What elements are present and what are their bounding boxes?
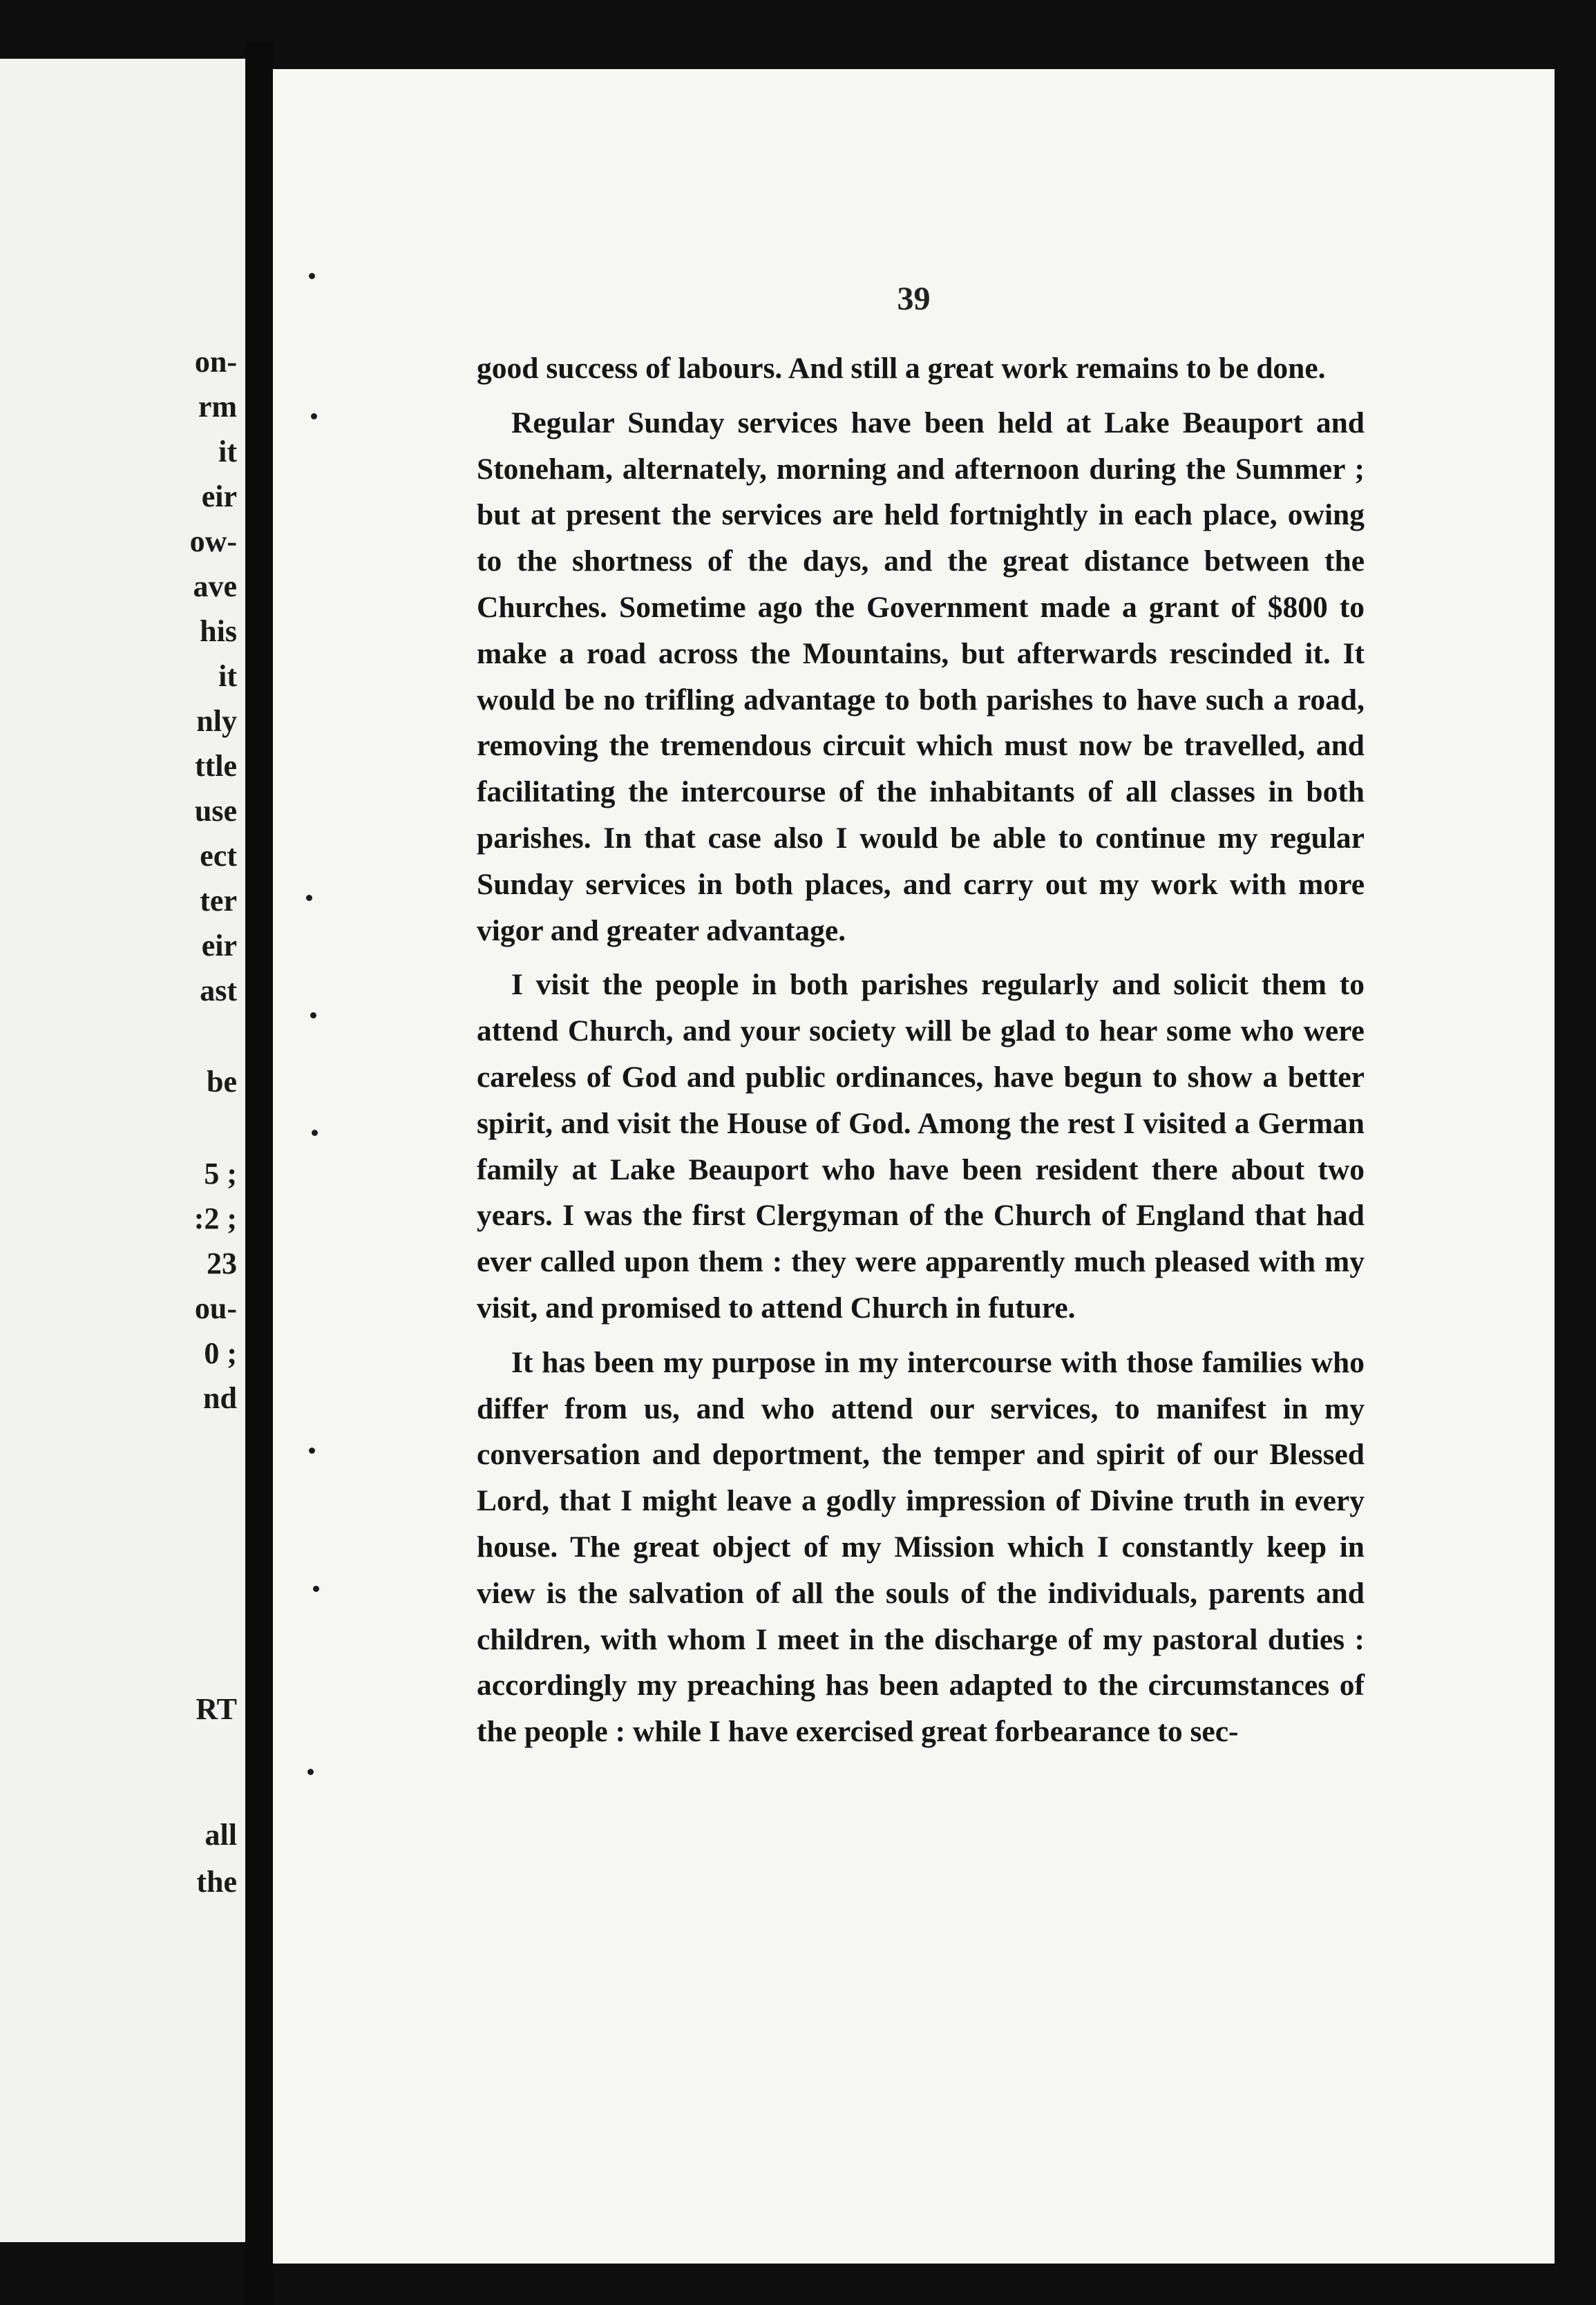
margin-fragment: ttle [194,749,237,783]
margin-fragment: ow- [189,524,237,558]
margin-fragment: it [218,435,237,468]
margin-fragment: RT [196,1692,237,1726]
margin-fragment: his [200,614,237,648]
bleed-through-mark [307,1769,314,1775]
margin-fragment: eir [201,929,237,962]
margin-fragment: 5 ; [204,1157,237,1191]
margin-fragment: all [205,1818,237,1852]
paragraph: Regular Sunday services have been held at Lake Beauport and Stoneham, alternately, morning and afternoon during the Summer ; but at present the services are held fortnightly in each place, owing to the shortness of the days, and the great distance between the Churches. Sometime ago the Government made a grant of $800 to make a road across the Mountains, but afterwards rescinded it. It would be no trifling advantage to both parishes to have such a road, removing the tremendous circuit which must now be travelled, and facilitating the intercourse of the inhabitants of all classes in both parishes. In that case also I would be able to continue my regular Sunday services in both places, and carry out my work with more vigor and greater advantage. [477,406,1365,947]
page-number: 39 [897,281,931,317]
margin-fragment: be [207,1065,237,1099]
margin-fragment: rm [198,390,237,424]
margin-fragment: it [218,659,237,693]
margin-fragment: 0 ; [204,1336,237,1370]
paragraph: It has been my purpose in my intercourse with those families who differ from us, and who attend our services, to manifest in my conversation and deportment, the temper and spirit of our Blessed Lord, that I might leave a godly impression of Divine truth in every house. The great object of my Mission which I constantly keep in view is the salvation of all the souls of the individuals, parents and children, with whom I meet in the discharge of my pastoral duties : accordingly my preaching has been adapted to the circumstances of the people : while I have exercised great forbearance to sec- [477,1345,1365,1749]
margin-fragment: ave [193,569,237,603]
paragraph: I visit the people in both parishes regularly and solicit them to attend Church, and your society will be glad to hear some who were careless of God and public ordinances, have begun to show a better spirit, and visit the House of God. Among the rest I visited a German family at Lake Beauport who have been resident there about two years. I was the first Clergyman of the Church of England that had ever called upon them : they were apparently much pleased with my visit, and promised to attend Church in future. [477,968,1365,1325]
margin-fragment: ect [200,839,237,873]
bleed-through-mark [309,273,315,279]
left-facing-page [0,59,245,2242]
book-gutter [245,41,273,2305]
page-body [477,345,1365,1755]
bleed-through-mark [312,1130,318,1136]
margin-fragment: ast [200,974,237,1007]
margin-fragment: 23 [207,1246,237,1280]
margin-fragment: nly [196,704,237,738]
book-page [273,69,1555,2264]
bleed-through-mark [306,895,312,901]
margin-fragment: nd [203,1381,237,1415]
margin-fragment: the [196,1865,237,1899]
bleed-through-mark [313,1586,319,1592]
margin-fragment: use [194,794,237,828]
margin-fragment: on- [194,345,237,379]
margin-fragment: eir [201,480,237,513]
margin-fragment: ter [200,884,237,918]
bleed-through-mark [310,1012,316,1018]
bleed-through-mark [311,413,317,419]
margin-fragment: :2 ; [193,1202,237,1235]
bleed-through-mark [309,1448,315,1454]
paragraph: good success of labours. And still a great work remains to be done. [477,352,1326,385]
margin-fragment: ou- [194,1291,237,1325]
